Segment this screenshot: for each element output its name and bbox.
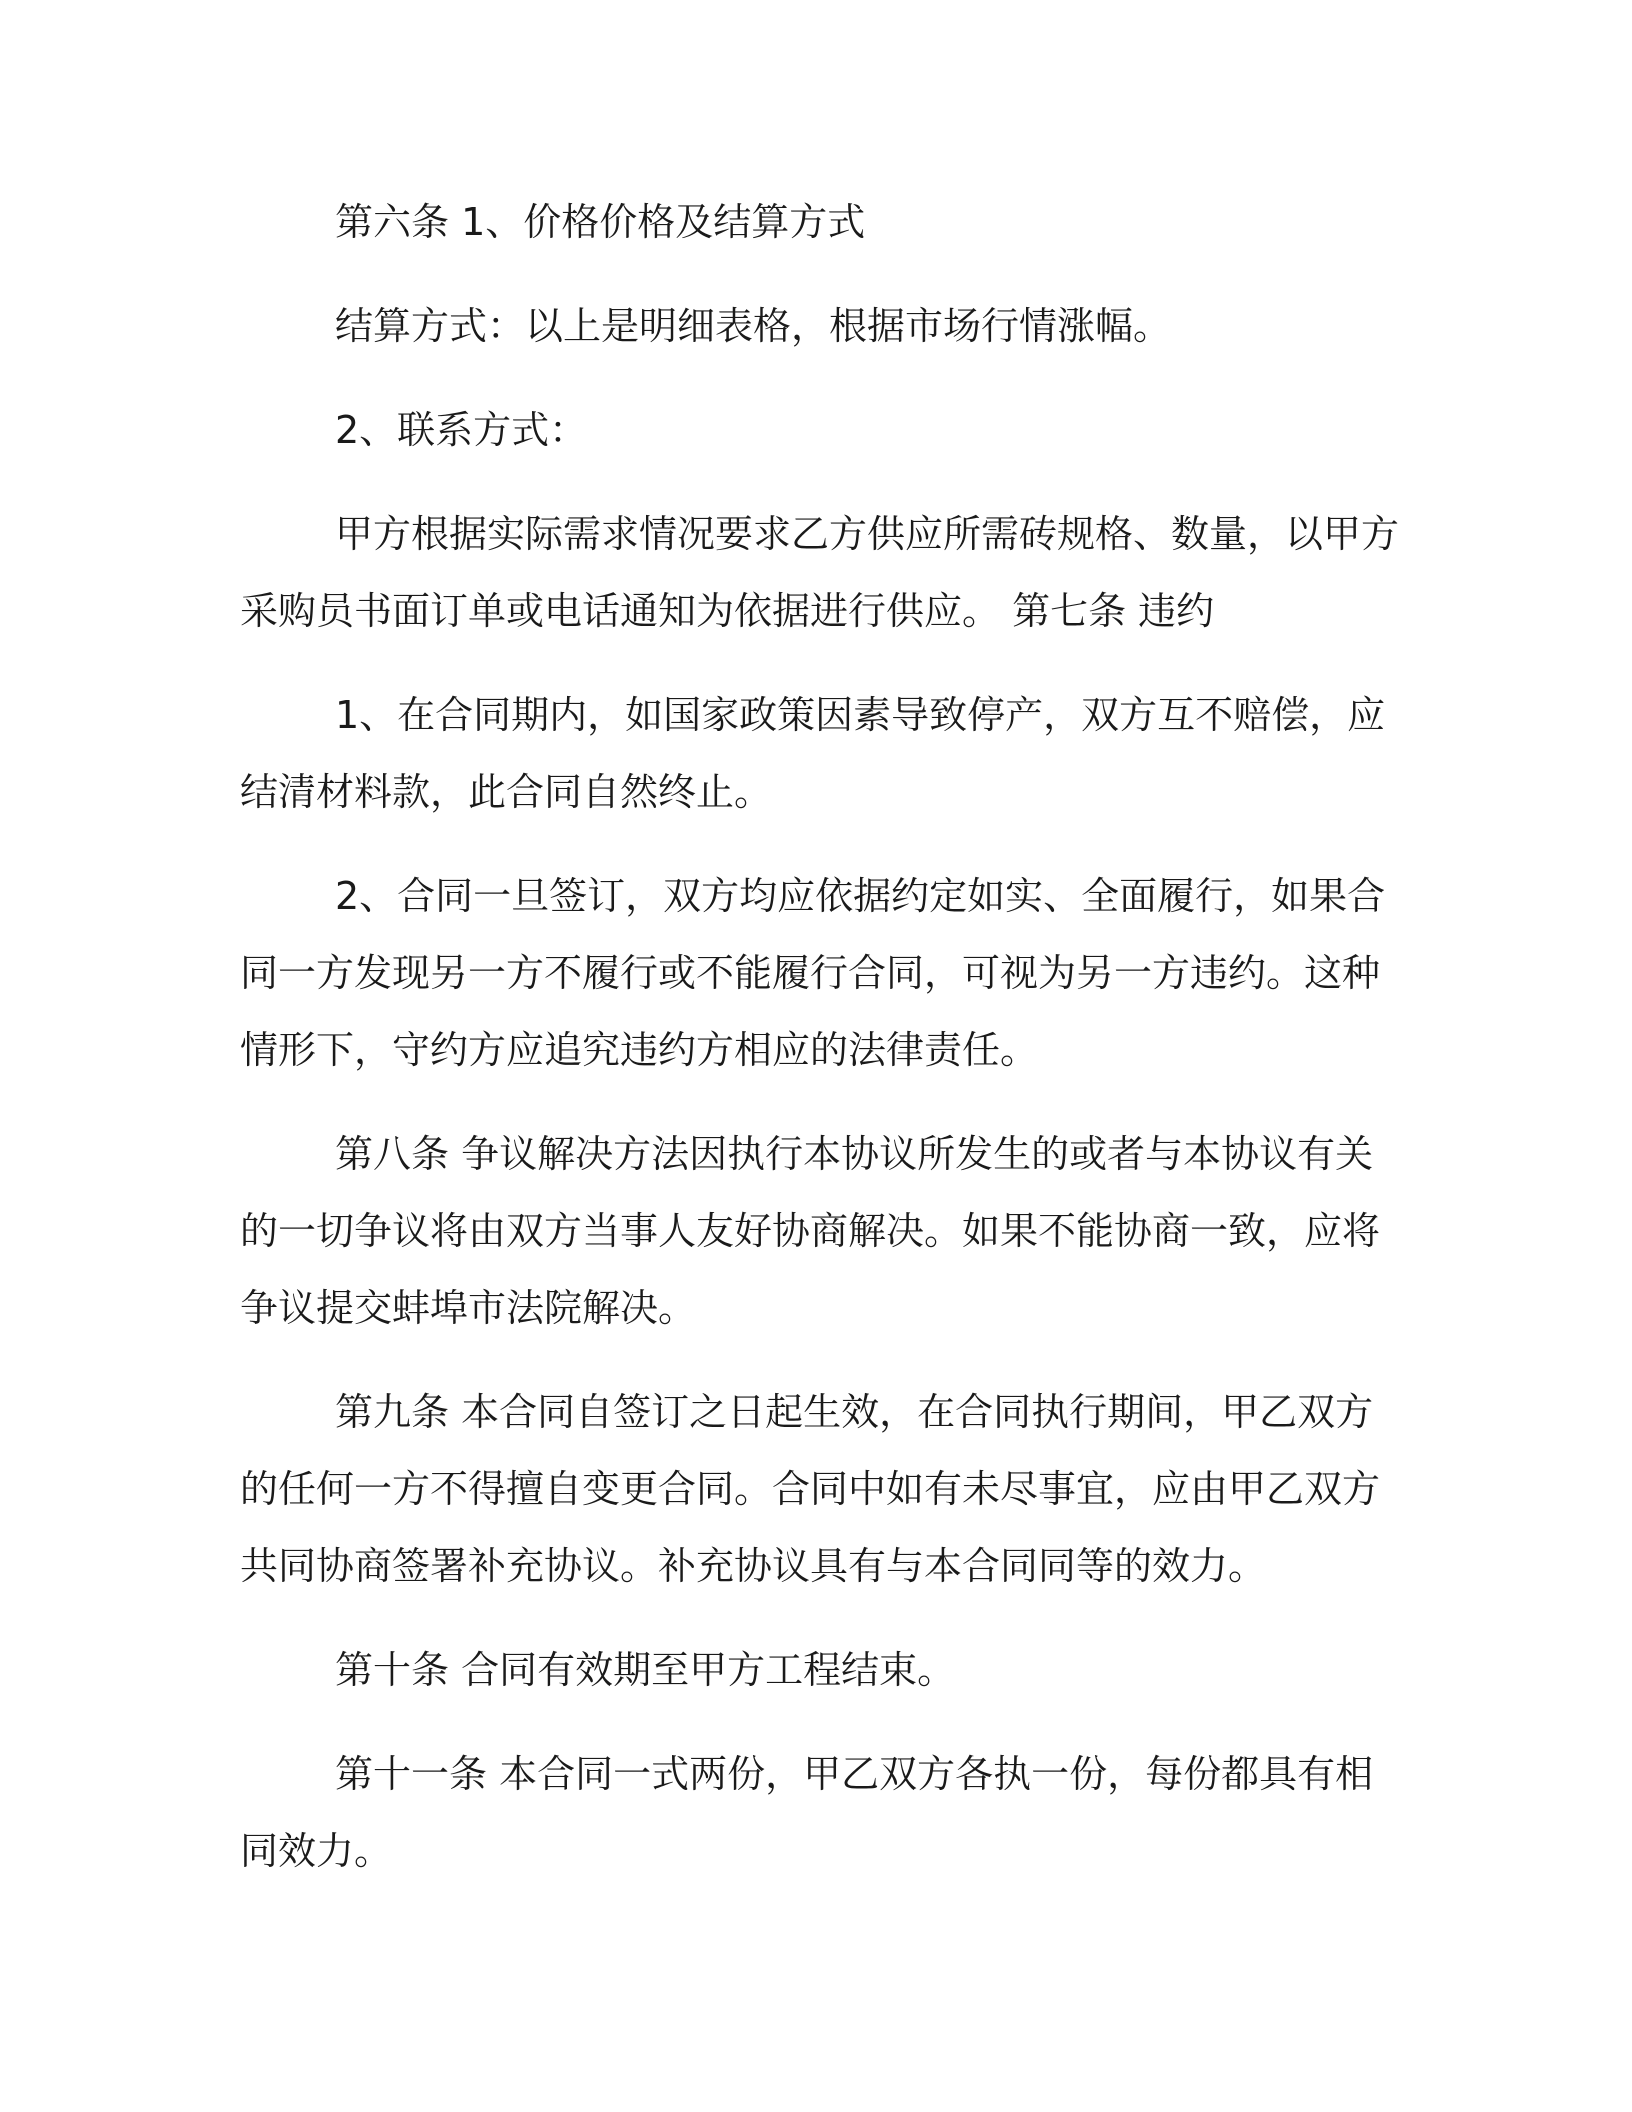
paragraph-breach-clause-2: 2、合同一旦签订，双方均应依据约定如实、全面履行，如果合同一方发现另一方不履行或不能履行合同，可视为另一方违约。这种情形下，守约方应追究违约方相应的法律责任。	[240, 874, 1386, 1072]
paragraph-article-6-price: 第六条 1、价格价格及结算方式	[335, 200, 866, 244]
paragraph-settlement-method: 结算方式：以上是明细表格，根据市场行情涨幅。	[335, 304, 1172, 348]
paragraph-contact-method: 2、联系方式：	[335, 408, 588, 452]
paragraph-article-9-effective: 第九条 本合同自签订之日起生效，在合同执行期间，甲乙双方的任何一方不得擅自变更合同。合同中如有未尽事宜，应由甲乙双方共同协商签署补充协议。补充协议具有与本合同同等的效力。	[240, 1390, 1381, 1588]
paragraph-article-10-validity: 第十条 合同有效期至甲方工程结束。	[335, 1648, 956, 1692]
document-body	[240, 184, 1400, 1917]
paragraph-article-11-copies: 第十一条 本合同一式两份，甲乙双方各执一份，每份都具有相同效力。	[240, 1752, 1374, 1873]
paragraph-article-8-dispute: 第八条 争议解决方法因执行本协议所发生的或者与本协议有关的一切争议将由双方当事人友好协商解决。如果不能协商一致，应将争议提交蚌埠市法院解决。	[240, 1132, 1381, 1330]
paragraph-supply-requirements: 甲方根据实际需求情况要求乙方供应所需砖规格、数量，以甲方采购员书面订单或电话通知为依据进行供应。 第七条 违约	[240, 512, 1400, 633]
paragraph-breach-clause-1: 1、在合同期内，如国家政策因素导致停产，双方互不赔偿，应结清材料款，此合同自然终止。	[240, 693, 1386, 814]
